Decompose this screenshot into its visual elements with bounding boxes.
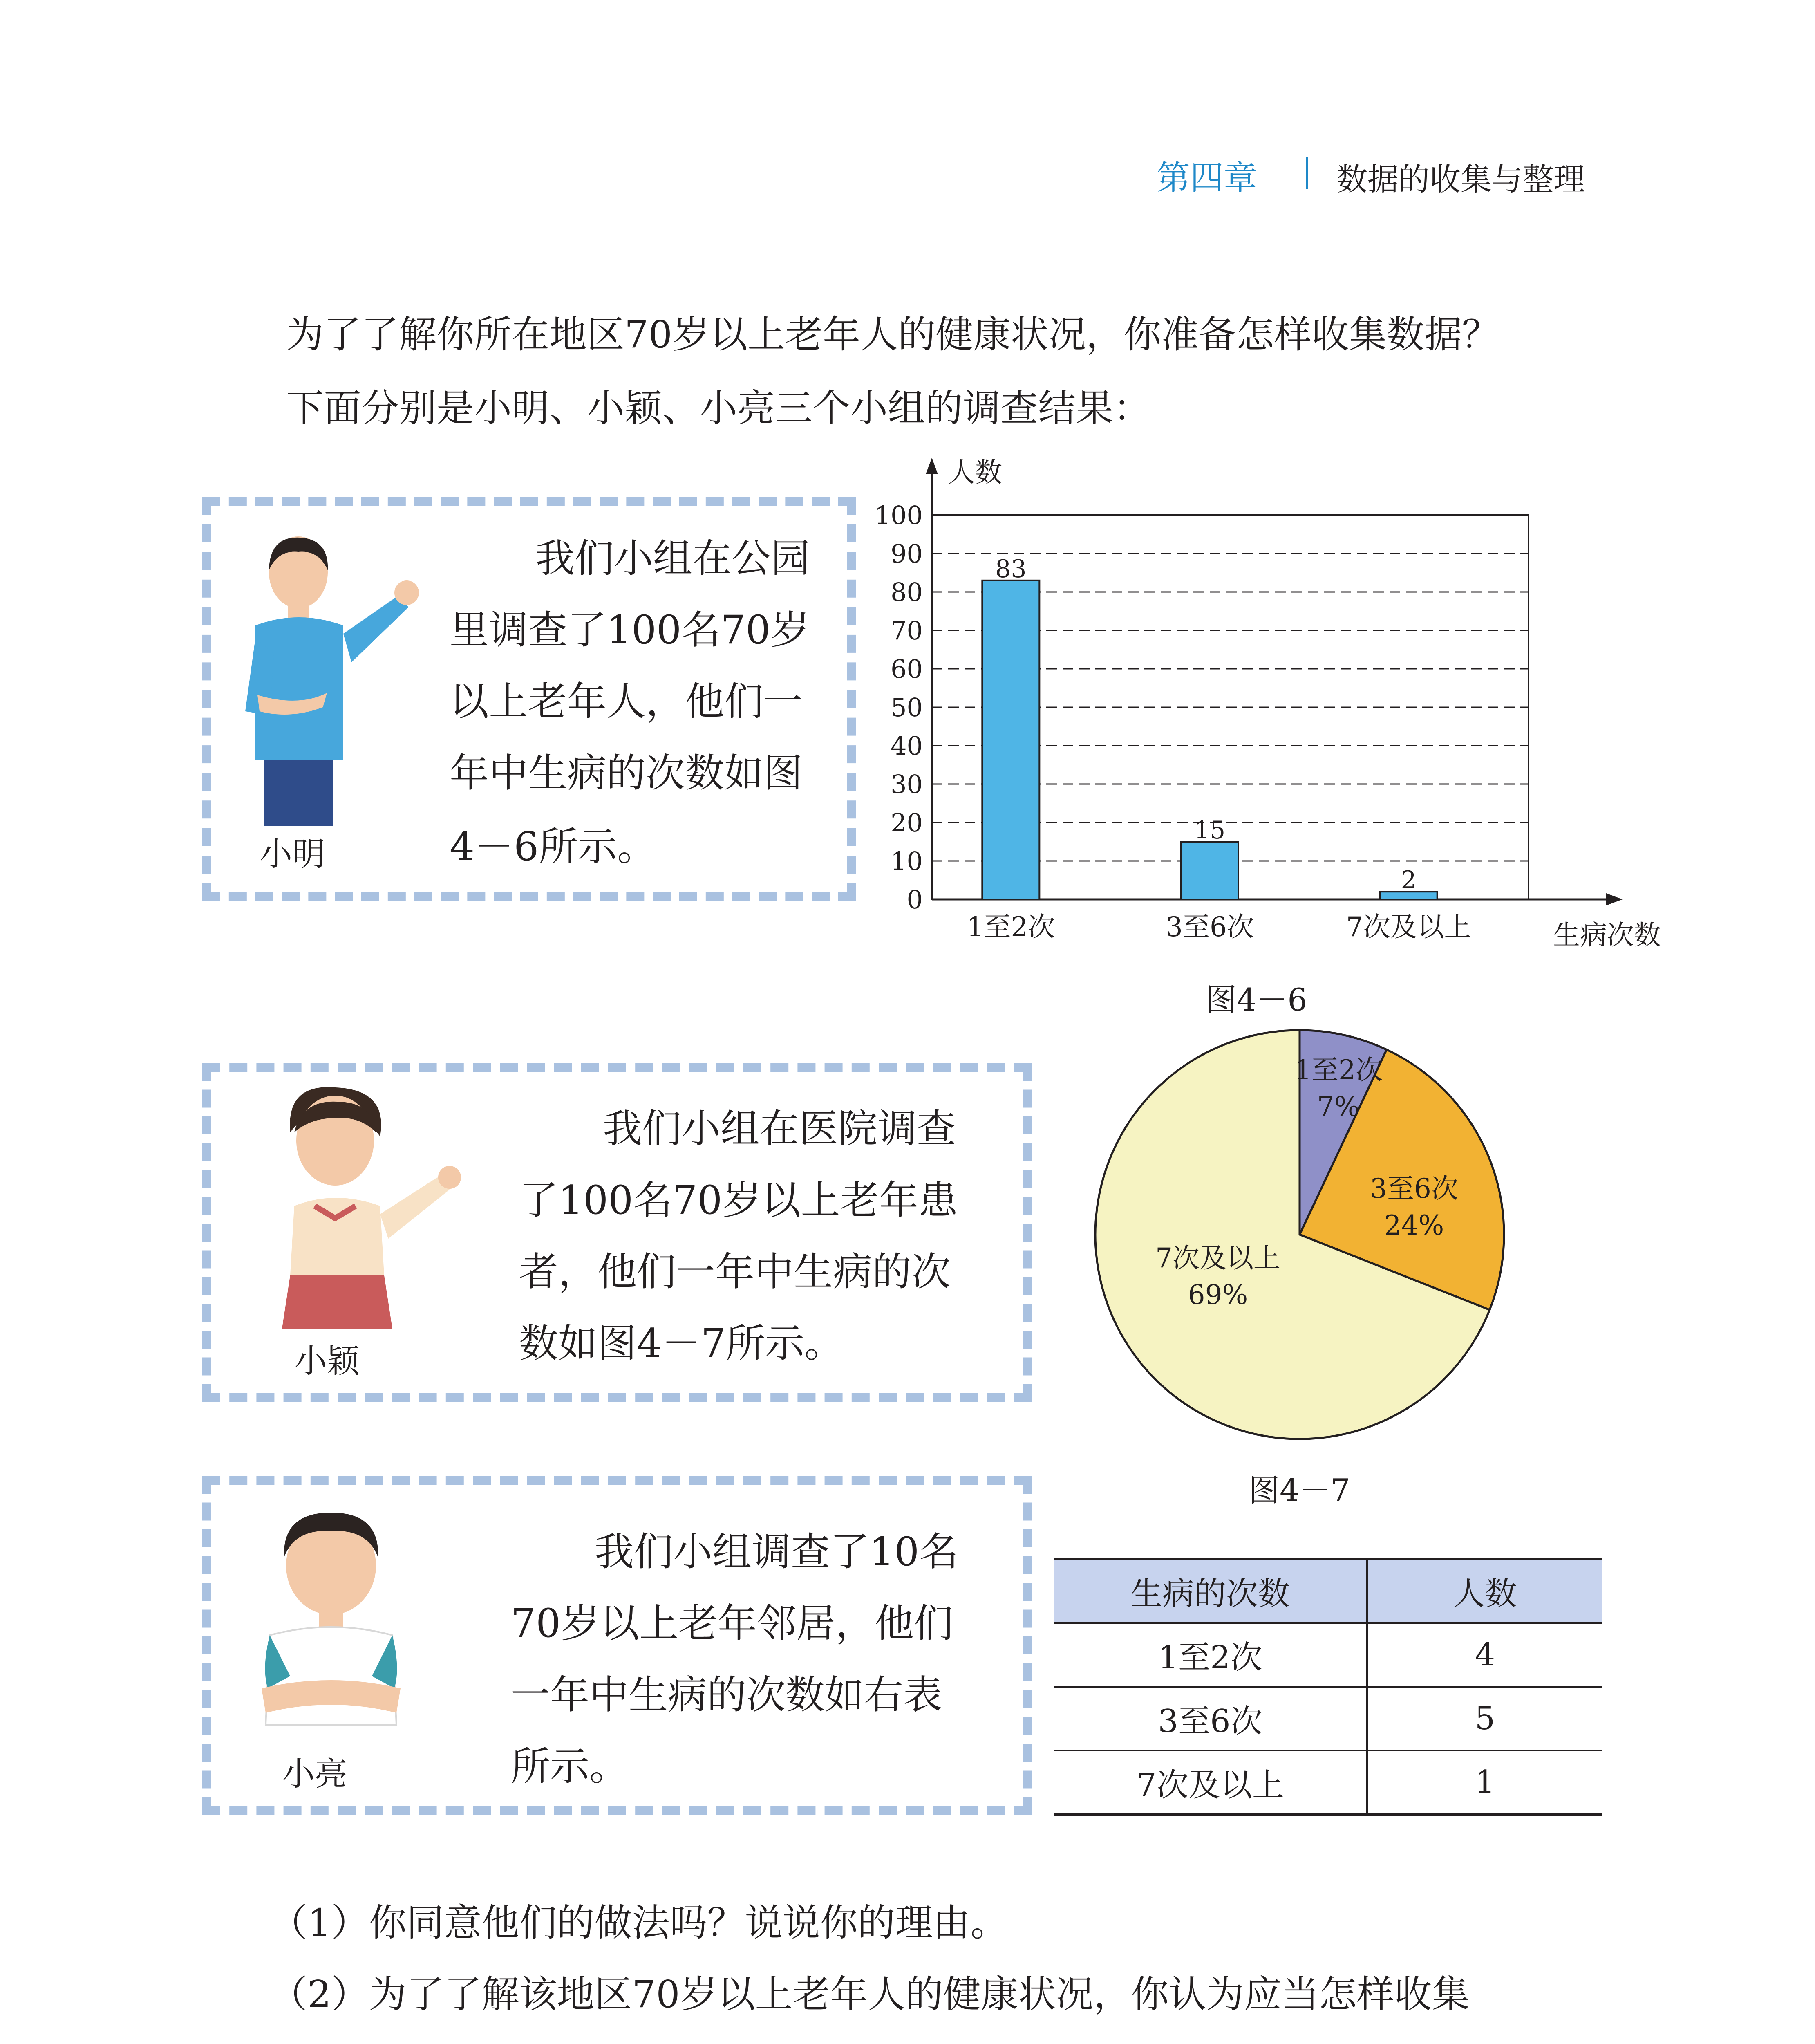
table-row bbox=[1054, 1623, 1602, 1687]
xiaoming-line-4: 年中生病的次数如图 bbox=[450, 750, 803, 796]
table-row bbox=[1054, 1687, 1602, 1750]
xiaoming-illustration bbox=[221, 531, 450, 826]
table-cell: 7次及以上 bbox=[1054, 1750, 1367, 1815]
x-axis-label: 生病次数 bbox=[1553, 919, 1661, 951]
xiaoying-line-3: 者，他们一年中生病的次 bbox=[519, 1249, 951, 1295]
x-tick-label: 3至6次 bbox=[1166, 911, 1254, 943]
table-header-people: 人数 bbox=[1367, 1559, 1602, 1623]
y-tick-label: 90 bbox=[891, 539, 923, 569]
xiaoying-name: 小颖 bbox=[294, 1342, 360, 1380]
pie-slice-label: 1至2次 bbox=[1294, 1054, 1383, 1086]
xiaoliang-line-3: 一年中生病的次数如右表 bbox=[511, 1672, 942, 1718]
y-tick-label: 20 bbox=[891, 808, 923, 838]
xiaoliang-line-1: 我们小组调查了10名 bbox=[595, 1529, 959, 1575]
x-tick-label: 1至2次 bbox=[967, 911, 1055, 943]
figure-4-6-caption: 图4－6 bbox=[1206, 982, 1307, 1018]
chapter-label: 第四章 bbox=[1157, 159, 1258, 197]
y-tick-label: 30 bbox=[891, 769, 923, 799]
pie-slice-percent: 69% bbox=[1188, 1279, 1248, 1311]
y-tick-label: 40 bbox=[891, 731, 923, 761]
table-header-row bbox=[1054, 1559, 1602, 1623]
bar-value-label: 83 bbox=[995, 554, 1027, 583]
bar bbox=[982, 580, 1039, 899]
xiaoming-line-5: 4－6所示。 bbox=[450, 824, 657, 870]
bar-chart bbox=[850, 450, 1667, 969]
xiaoming-name: 小明 bbox=[260, 835, 325, 873]
y-tick-label: 80 bbox=[891, 577, 923, 607]
x-axis-arrow bbox=[1606, 893, 1623, 905]
bar-chart-bars bbox=[982, 580, 1437, 899]
bar-value-label: 15 bbox=[1194, 816, 1226, 845]
xiaoming-line-1: 我们小组在公园 bbox=[535, 536, 810, 581]
intro-line-2: 下面分别是小明、小颖、小亮三个小组的调查结果： bbox=[286, 386, 1151, 430]
y-tick-label: 10 bbox=[891, 846, 923, 876]
y-tick-label: 50 bbox=[891, 693, 923, 722]
table-cell: 1至2次 bbox=[1054, 1623, 1367, 1687]
survey-table bbox=[1054, 1558, 1602, 1816]
header-separator bbox=[1306, 157, 1308, 189]
table-cell: 1 bbox=[1367, 1750, 1602, 1815]
y-tick-label: 0 bbox=[906, 885, 923, 914]
table-header-count-label: 生病的次数 bbox=[1054, 1559, 1367, 1623]
xiaoliang-line-2: 70岁以上老年邻居，他们 bbox=[511, 1600, 953, 1646]
y-axis-label: 人数 bbox=[948, 457, 1002, 488]
xiaoying-line-1: 我们小组在医院调查 bbox=[603, 1106, 956, 1152]
question-1: （1）你同意他们的做法吗？说说你的理由。 bbox=[270, 1901, 1008, 1945]
x-tick-label: 7次及以上 bbox=[1346, 911, 1471, 943]
xiaoming-line-2: 里调查了100名70岁 bbox=[450, 607, 810, 653]
bar bbox=[1181, 842, 1238, 899]
table-cell: 5 bbox=[1367, 1687, 1602, 1750]
y-tick-label: 70 bbox=[891, 616, 923, 645]
intro-line-1: 为了了解你所在地区70岁以上老年人的健康状况，你准备怎样收集数据？ bbox=[286, 313, 1500, 356]
table-cell: 3至6次 bbox=[1054, 1687, 1367, 1750]
y-tick-label: 60 bbox=[891, 654, 923, 684]
xiaoying-line-4: 数如图4－7所示。 bbox=[519, 1320, 844, 1366]
pie-slice-label: 3至6次 bbox=[1370, 1173, 1458, 1204]
xiaoliang-name: 小亮 bbox=[282, 1755, 347, 1793]
pie-slice-percent: 7% bbox=[1317, 1091, 1360, 1123]
y-tick-label: 100 bbox=[874, 500, 923, 530]
xiaoying-illustration bbox=[257, 1083, 478, 1337]
y-axis-arrow bbox=[926, 458, 938, 474]
table-cell: 4 bbox=[1367, 1623, 1602, 1687]
xiaoying-line-2: 了100名70岁以上老年患 bbox=[519, 1177, 958, 1223]
figure-4-7-caption: 图4－7 bbox=[1249, 1472, 1350, 1508]
xiaoming-line-3: 以上老年人，他们一 bbox=[450, 679, 803, 724]
question-2-line-1: （2）为了了解该地区70岁以上老年人的健康状况，你认为应当怎样收集 bbox=[270, 1972, 1470, 2016]
xiaoliang-line-4: 所示。 bbox=[511, 1744, 629, 1789]
pie-slice-percent: 24% bbox=[1384, 1210, 1444, 1241]
xiaoliang-illustration bbox=[237, 1496, 458, 1750]
pie-slice-label: 7次及以上 bbox=[1155, 1242, 1280, 1274]
question-2-line-2 bbox=[204, 2036, 618, 2044]
chapter-title: 数据的收集与整理 bbox=[1336, 161, 1585, 197]
pie-chart bbox=[1087, 1026, 1520, 1435]
table-row bbox=[1054, 1750, 1602, 1815]
bar-value-label: 2 bbox=[1401, 866, 1417, 895]
